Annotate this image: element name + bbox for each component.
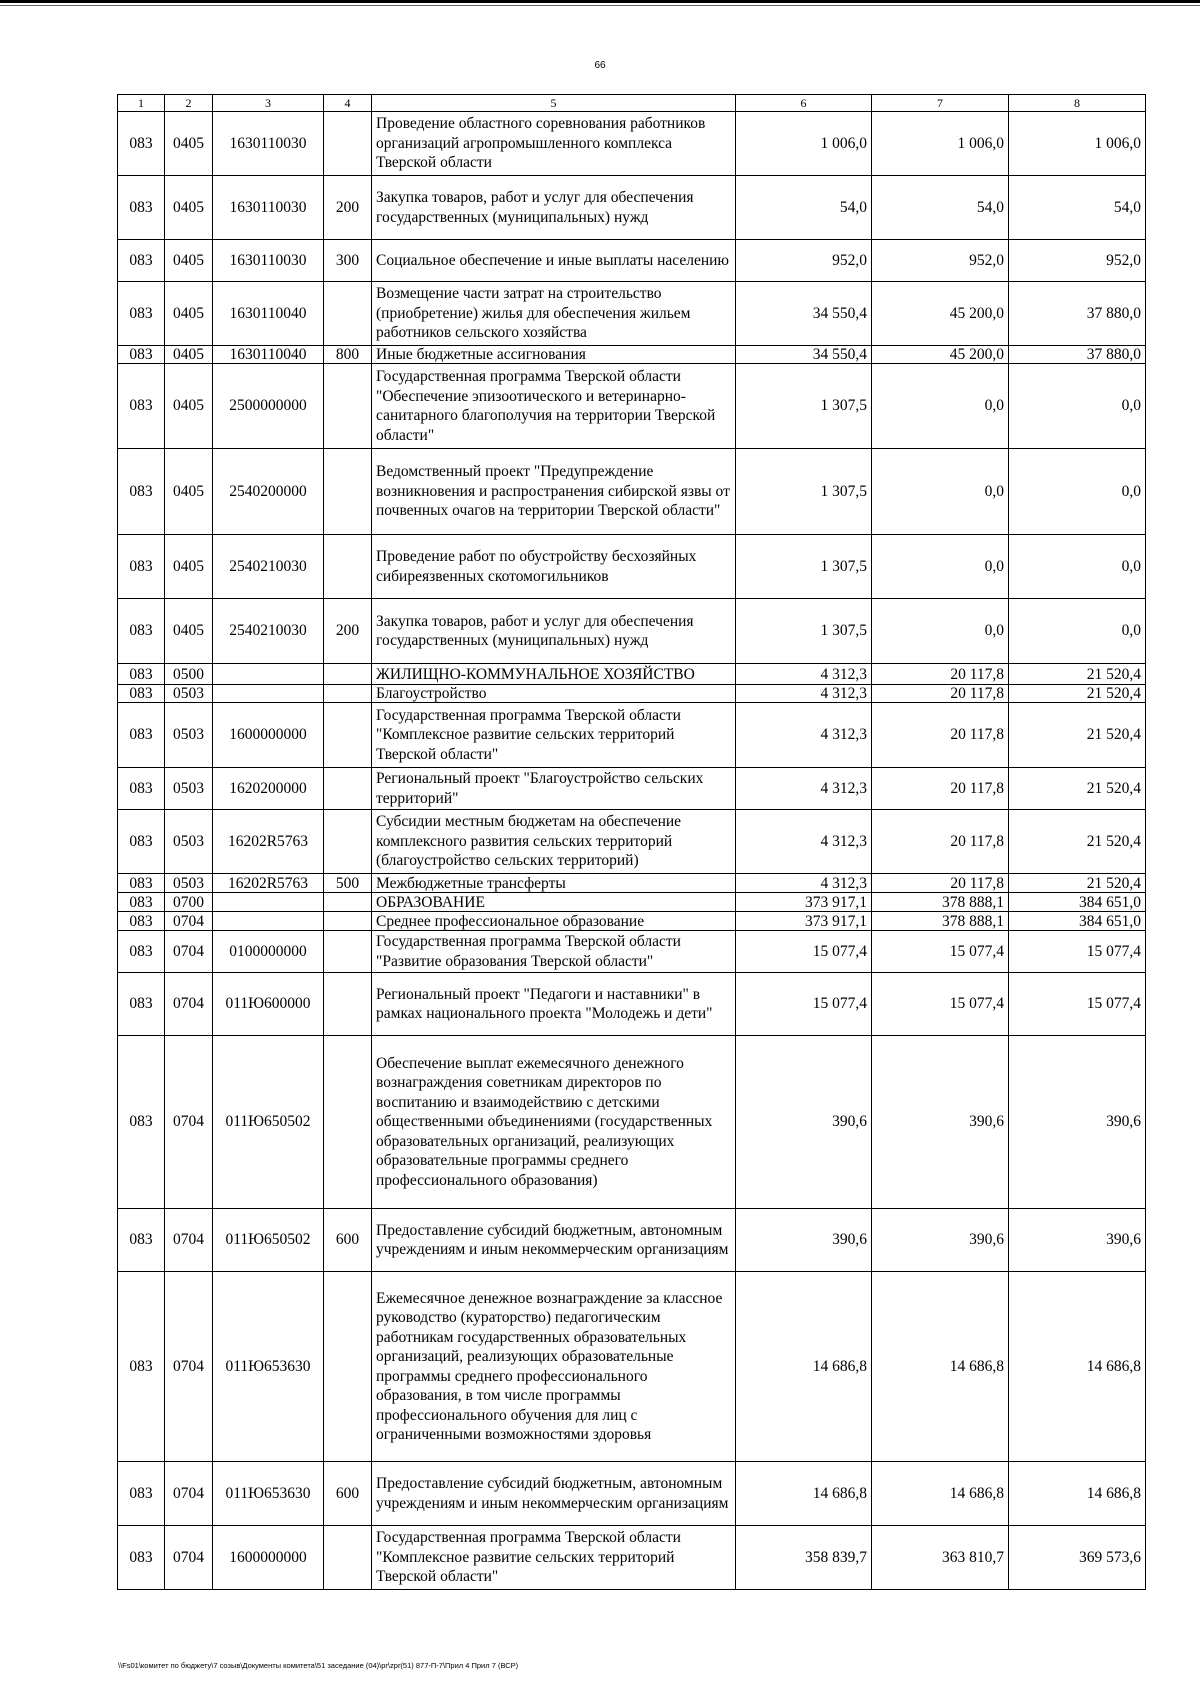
ministry-code-cell: 083 [118, 112, 165, 176]
amount-year-3-cell: 21 520,4 [1009, 703, 1146, 768]
table-row [118, 664, 1146, 685]
amount-year-1-cell: 4 312,3 [736, 664, 872, 685]
amount-year-1-cell: 373 917,1 [736, 912, 872, 931]
amount-year-1-cell: 4 312,3 [736, 768, 872, 810]
ministry-code-cell: 083 [118, 1036, 165, 1209]
item-name-cell: Предоставление субсидий бюджетным, автономным учреждениям и иным некоммерческим организациям [372, 1209, 736, 1272]
expense-type-cell [324, 768, 372, 810]
item-name-cell: Предоставление субсидий бюджетным, автономным учреждениям и иным некоммерческим организациям [372, 1462, 736, 1526]
amount-year-2-cell: 378 888,1 [872, 912, 1009, 931]
expense-type-cell [324, 685, 372, 703]
item-name-cell: Проведение областного соревнования работников организаций агропромышленного комплекса Тверской области [372, 112, 736, 176]
expense-type-cell [324, 973, 372, 1036]
section-code-cell: 0704 [165, 912, 213, 931]
section-code-cell: 0704 [165, 1272, 213, 1462]
target-article-cell: 2500000000 [213, 364, 324, 449]
expense-type-cell [324, 912, 372, 931]
amount-year-3-cell: 390,6 [1009, 1209, 1146, 1272]
item-name-cell: Региональный проект "Педагоги и наставники" в рамках национального проекта "Молодежь и дети" [372, 973, 736, 1036]
item-name-cell: Государственная программа Тверской области "Развитие образования Тверской области" [372, 931, 736, 973]
ministry-code-cell: 083 [118, 1526, 165, 1590]
amount-year-2-cell: 20 117,8 [872, 810, 1009, 874]
ministry-code-cell: 083 [118, 685, 165, 703]
expense-type-cell [324, 1526, 372, 1590]
amount-year-3-cell: 15 077,4 [1009, 973, 1146, 1036]
ministry-code-cell: 083 [118, 449, 165, 535]
table-row [118, 1036, 1146, 1209]
table-row [118, 449, 1146, 535]
table-row [118, 1272, 1146, 1462]
amount-year-1-cell: 14 686,8 [736, 1462, 872, 1526]
amount-year-2-cell: 363 810,7 [872, 1526, 1009, 1590]
expense-type-cell [324, 112, 372, 176]
amount-year-1-cell: 1 307,5 [736, 449, 872, 535]
item-name-cell: Субсидии местным бюджетам на обеспечение комплексного развития сельских территорий (благоустройство сельских территорий) [372, 810, 736, 874]
amount-year-3-cell: 21 520,4 [1009, 768, 1146, 810]
amount-year-3-cell: 14 686,8 [1009, 1462, 1146, 1526]
section-code-cell: 0503 [165, 874, 213, 893]
table-row [118, 364, 1146, 449]
table-row [118, 1462, 1146, 1526]
amount-year-1-cell: 4 312,3 [736, 703, 872, 768]
column-number-row [118, 95, 1146, 112]
footer-file-path: \\Fs01\комитет по бюджету\7 созыв\Документы комитета\51 заседание (04)\pr\zpr(51) 877-П-7\Прил 4 Прил 7 (ВСР) [118, 1661, 519, 1670]
column-header: 4 [324, 95, 372, 112]
expense-type-cell: 200 [324, 176, 372, 240]
item-name-cell: ЖИЛИЩНО-КОММУНАЛЬНОЕ ХОЗЯЙСТВО [372, 664, 736, 685]
expense-type-cell [324, 535, 372, 599]
section-code-cell: 0700 [165, 893, 213, 912]
section-code-cell: 0704 [165, 973, 213, 1036]
ministry-code-cell: 083 [118, 176, 165, 240]
table-row [118, 176, 1146, 240]
expense-type-cell: 500 [324, 874, 372, 893]
amount-year-1-cell: 1 006,0 [736, 112, 872, 176]
table-row [118, 874, 1146, 893]
amount-year-2-cell: 20 117,8 [872, 664, 1009, 685]
amount-year-3-cell: 37 880,0 [1009, 346, 1146, 364]
ministry-code-cell: 083 [118, 240, 165, 282]
page-number: 66 [594, 60, 606, 71]
table-row [118, 282, 1146, 346]
amount-year-1-cell: 358 839,7 [736, 1526, 872, 1590]
ministry-code-cell: 083 [118, 912, 165, 931]
amount-year-2-cell: 20 117,8 [872, 685, 1009, 703]
expense-type-cell: 800 [324, 346, 372, 364]
target-article-cell [213, 685, 324, 703]
section-code-cell: 0405 [165, 176, 213, 240]
ministry-code-cell: 083 [118, 1209, 165, 1272]
section-code-cell: 0405 [165, 240, 213, 282]
column-header: 8 [1009, 95, 1146, 112]
amount-year-3-cell: 0,0 [1009, 364, 1146, 449]
table-row [118, 240, 1146, 282]
amount-year-3-cell: 15 077,4 [1009, 931, 1146, 973]
section-code-cell: 0503 [165, 685, 213, 703]
target-article-cell: 16202R5763 [213, 874, 324, 893]
amount-year-3-cell: 21 520,4 [1009, 810, 1146, 874]
item-name-cell: Ведомственный проект "Предупреждение возникновения и распространения сибирской язвы от почвенных очагов на территории Тверской области" [372, 449, 736, 535]
ministry-code-cell: 083 [118, 599, 165, 664]
amount-year-3-cell: 54,0 [1009, 176, 1146, 240]
table-row [118, 931, 1146, 973]
column-header: 6 [736, 95, 872, 112]
expense-type-cell [324, 282, 372, 346]
section-code-cell: 0503 [165, 703, 213, 768]
table-row [118, 810, 1146, 874]
amount-year-1-cell: 1 307,5 [736, 599, 872, 664]
item-name-cell: Региональный проект "Благоустройство сельских территорий" [372, 768, 736, 810]
expense-type-cell [324, 810, 372, 874]
amount-year-3-cell: 21 520,4 [1009, 685, 1146, 703]
target-article-cell: 011Ю653630 [213, 1462, 324, 1526]
section-code-cell: 0405 [165, 112, 213, 176]
target-article-cell: 1630110040 [213, 346, 324, 364]
table-row [118, 112, 1146, 176]
ministry-code-cell: 083 [118, 874, 165, 893]
target-article-cell: 011Ю653630 [213, 1272, 324, 1462]
ministry-code-cell: 083 [118, 768, 165, 810]
target-article-cell [213, 912, 324, 931]
table-row [118, 535, 1146, 599]
item-name-cell: Среднее профессиональное образование [372, 912, 736, 931]
section-code-cell: 0503 [165, 810, 213, 874]
target-article-cell [213, 664, 324, 685]
expense-type-cell [324, 893, 372, 912]
amount-year-3-cell: 0,0 [1009, 535, 1146, 599]
amount-year-3-cell: 952,0 [1009, 240, 1146, 282]
ministry-code-cell: 083 [118, 346, 165, 364]
section-code-cell: 0704 [165, 1036, 213, 1209]
expense-type-cell [324, 364, 372, 449]
table-row [118, 599, 1146, 664]
expense-type-cell [324, 1272, 372, 1462]
amount-year-3-cell: 21 520,4 [1009, 874, 1146, 893]
ministry-code-cell: 083 [118, 703, 165, 768]
amount-year-2-cell: 15 077,4 [872, 931, 1009, 973]
item-name-cell: Социальное обеспечение и иные выплаты населению [372, 240, 736, 282]
item-name-cell: Иные бюджетные ассигнования [372, 346, 736, 364]
amount-year-3-cell: 369 573,6 [1009, 1526, 1146, 1590]
table-row [118, 703, 1146, 768]
amount-year-1-cell: 34 550,4 [736, 282, 872, 346]
item-name-cell: Возмещение части затрат на строительство (приобретение) жилья для обеспечения жильем работников сельского хозяйства [372, 282, 736, 346]
amount-year-3-cell: 37 880,0 [1009, 282, 1146, 346]
section-code-cell: 0405 [165, 449, 213, 535]
amount-year-1-cell: 373 917,1 [736, 893, 872, 912]
expense-type-cell [324, 449, 372, 535]
item-name-cell: ОБРАЗОВАНИЕ [372, 893, 736, 912]
item-name-cell: Ежемесячное денежное вознаграждение за классное руководство (кураторство) педагогическим работникам государственных образовательных организаций, реализующих образовательные программы среднего профессионального образования, в том числе программы профессионального обучения для лиц с ограниченными возможностями здоровья [372, 1272, 736, 1462]
target-article-cell: 1620200000 [213, 768, 324, 810]
target-article-cell: 1600000000 [213, 703, 324, 768]
amount-year-2-cell: 20 117,8 [872, 874, 1009, 893]
target-article-cell: 011Ю650502 [213, 1036, 324, 1209]
amount-year-2-cell: 20 117,8 [872, 768, 1009, 810]
target-article-cell: 1630110030 [213, 112, 324, 176]
item-name-cell: Межбюджетные трансферты [372, 874, 736, 893]
amount-year-2-cell: 378 888,1 [872, 893, 1009, 912]
column-header: 5 [372, 95, 736, 112]
amount-year-1-cell: 1 307,5 [736, 535, 872, 599]
target-article-cell [213, 893, 324, 912]
section-code-cell: 0405 [165, 535, 213, 599]
section-code-cell: 0704 [165, 931, 213, 973]
section-code-cell: 0405 [165, 282, 213, 346]
expense-type-cell: 600 [324, 1462, 372, 1526]
amount-year-2-cell: 45 200,0 [872, 282, 1009, 346]
target-article-cell: 1630110030 [213, 176, 324, 240]
target-article-cell: 011Ю650502 [213, 1209, 324, 1272]
item-name-cell: Обеспечение выплат ежемесячного денежного вознаграждения советникам директоров по воспитанию и взаимодействию с детскими общественными объединениями (государственных образовательных организаций, реализующих образовательные программы среднего профессионального образования) [372, 1036, 736, 1209]
expense-type-cell [324, 664, 372, 685]
item-name-cell: Благоустройство [372, 685, 736, 703]
amount-year-1-cell: 4 312,3 [736, 685, 872, 703]
expense-type-cell [324, 703, 372, 768]
item-name-cell: Государственная программа Тверской области "Комплексное развитие сельских территорий Тверской области" [372, 703, 736, 768]
amount-year-3-cell: 390,6 [1009, 1036, 1146, 1209]
amount-year-1-cell: 15 077,4 [736, 973, 872, 1036]
section-code-cell: 0500 [165, 664, 213, 685]
amount-year-2-cell: 952,0 [872, 240, 1009, 282]
amount-year-2-cell: 390,6 [872, 1209, 1009, 1272]
section-code-cell: 0405 [165, 346, 213, 364]
ministry-code-cell: 083 [118, 1462, 165, 1526]
table-row [118, 1526, 1146, 1590]
table-row [118, 893, 1146, 912]
amount-year-1-cell: 390,6 [736, 1209, 872, 1272]
ministry-code-cell: 083 [118, 535, 165, 599]
amount-year-1-cell: 4 312,3 [736, 810, 872, 874]
target-article-cell: 011Ю600000 [213, 973, 324, 1036]
amount-year-3-cell: 1 006,0 [1009, 112, 1146, 176]
table-row [118, 1209, 1146, 1272]
expense-type-cell: 300 [324, 240, 372, 282]
scan-top-edge [0, 0, 1200, 3]
ministry-code-cell: 083 [118, 664, 165, 685]
table-row [118, 346, 1146, 364]
column-header: 2 [165, 95, 213, 112]
ministry-code-cell: 083 [118, 1272, 165, 1462]
amount-year-2-cell: 14 686,8 [872, 1272, 1009, 1462]
amount-year-3-cell: 21 520,4 [1009, 664, 1146, 685]
expense-type-cell [324, 1036, 372, 1209]
amount-year-2-cell: 0,0 [872, 535, 1009, 599]
amount-year-2-cell: 14 686,8 [872, 1462, 1009, 1526]
expense-type-cell: 200 [324, 599, 372, 664]
item-name-cell: Проведение работ по обустройству бесхозяйных сибиреязвенных скотомогильников [372, 535, 736, 599]
item-name-cell: Государственная программа Тверской области "Обеспечение эпизоотического и ветеринарно-санитарного благополучия на территории Тверской области" [372, 364, 736, 449]
target-article-cell: 2540210030 [213, 535, 324, 599]
section-code-cell: 0503 [165, 768, 213, 810]
amount-year-2-cell: 45 200,0 [872, 346, 1009, 364]
amount-year-1-cell: 952,0 [736, 240, 872, 282]
expense-type-cell [324, 931, 372, 973]
target-article-cell: 2540200000 [213, 449, 324, 535]
ministry-code-cell: 083 [118, 810, 165, 874]
amount-year-1-cell: 15 077,4 [736, 931, 872, 973]
section-code-cell: 0405 [165, 599, 213, 664]
table-row [118, 973, 1146, 1036]
budget-table [117, 94, 1146, 1590]
amount-year-1-cell: 1 307,5 [736, 364, 872, 449]
amount-year-2-cell: 54,0 [872, 176, 1009, 240]
table-row [118, 685, 1146, 703]
column-header: 3 [213, 95, 324, 112]
amount-year-3-cell: 0,0 [1009, 449, 1146, 535]
ministry-code-cell: 083 [118, 282, 165, 346]
target-article-cell: 0100000000 [213, 931, 324, 973]
section-code-cell: 0704 [165, 1462, 213, 1526]
ministry-code-cell: 083 [118, 973, 165, 1036]
amount-year-2-cell: 0,0 [872, 449, 1009, 535]
column-header: 7 [872, 95, 1009, 112]
amount-year-3-cell: 384 651,0 [1009, 912, 1146, 931]
item-name-cell: Закупка товаров, работ и услуг для обеспечения государственных (муниципальных) нужд [372, 599, 736, 664]
target-article-cell: 1630110030 [213, 240, 324, 282]
amount-year-2-cell: 20 117,8 [872, 703, 1009, 768]
scan-top-edge-shadow [0, 5, 1200, 6]
target-article-cell: 2540210030 [213, 599, 324, 664]
amount-year-1-cell: 390,6 [736, 1036, 872, 1209]
amount-year-1-cell: 4 312,3 [736, 874, 872, 893]
target-article-cell: 1630110040 [213, 282, 324, 346]
table-row [118, 768, 1146, 810]
table-row [118, 912, 1146, 931]
target-article-cell: 1600000000 [213, 1526, 324, 1590]
ministry-code-cell: 083 [118, 893, 165, 912]
amount-year-2-cell: 0,0 [872, 599, 1009, 664]
section-code-cell: 0704 [165, 1209, 213, 1272]
section-code-cell: 0704 [165, 1526, 213, 1590]
expense-type-cell: 600 [324, 1209, 372, 1272]
amount-year-2-cell: 15 077,4 [872, 973, 1009, 1036]
section-code-cell: 0405 [165, 364, 213, 449]
amount-year-2-cell: 0,0 [872, 364, 1009, 449]
amount-year-1-cell: 34 550,4 [736, 346, 872, 364]
target-article-cell: 16202R5763 [213, 810, 324, 874]
amount-year-3-cell: 14 686,8 [1009, 1272, 1146, 1462]
amount-year-2-cell: 1 006,0 [872, 112, 1009, 176]
amount-year-3-cell: 0,0 [1009, 599, 1146, 664]
amount-year-2-cell: 390,6 [872, 1036, 1009, 1209]
ministry-code-cell: 083 [118, 364, 165, 449]
amount-year-1-cell: 14 686,8 [736, 1272, 872, 1462]
table-body [118, 112, 1146, 1590]
ministry-code-cell: 083 [118, 931, 165, 973]
item-name-cell: Закупка товаров, работ и услуг для обеспечения государственных (муниципальных) нужд [372, 176, 736, 240]
amount-year-1-cell: 54,0 [736, 176, 872, 240]
column-header: 1 [118, 95, 165, 112]
item-name-cell: Государственная программа Тверской области "Комплексное развитие сельских территорий Тверской области" [372, 1526, 736, 1590]
amount-year-3-cell: 384 651,0 [1009, 893, 1146, 912]
